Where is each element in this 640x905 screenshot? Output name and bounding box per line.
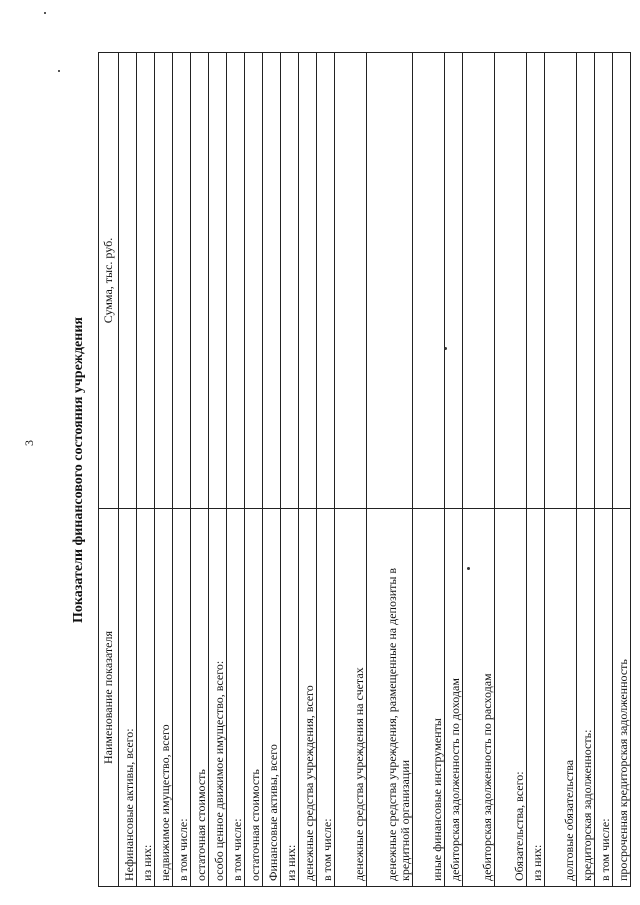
row-value — [245, 53, 263, 509]
row-label: остаточная стоимость — [191, 509, 209, 887]
table-row — [263, 53, 281, 887]
row-value — [445, 53, 463, 509]
row-label: Нефинансовые активы, всего: — [119, 509, 137, 887]
row-value — [613, 53, 631, 509]
table-row — [317, 53, 335, 887]
header-amount: Сумма, тыс. руб. — [99, 53, 119, 509]
row-label: особо ценное движимое имущество, всего: — [209, 509, 227, 887]
row-label: в том числе: — [227, 509, 245, 887]
row-value — [495, 53, 527, 509]
row-value — [335, 53, 367, 509]
row-value — [413, 53, 445, 509]
row-value — [209, 53, 227, 509]
row-label: иные финансовые инструменты — [413, 509, 445, 887]
row-label: в том числе: — [317, 509, 335, 887]
stray-dot — [467, 567, 470, 570]
table-row — [527, 53, 545, 887]
table-row — [155, 53, 173, 887]
row-label: дебиторская задолженность по расходам — [463, 509, 495, 887]
row-value — [281, 53, 299, 509]
table-row — [245, 53, 263, 887]
row-value — [527, 53, 545, 509]
row-value — [577, 53, 595, 509]
table-row — [227, 53, 245, 887]
table-row — [545, 53, 577, 887]
row-value — [155, 53, 173, 509]
row-value — [463, 53, 495, 509]
row-value — [191, 53, 209, 509]
table-row — [209, 53, 227, 887]
row-label: недвижимое имущество, всего — [155, 509, 173, 887]
row-value — [119, 53, 137, 509]
row-label: денежные средства учреждения, всего — [299, 509, 317, 887]
row-value — [545, 53, 577, 509]
row-label: дебиторская задолженность по доходам — [445, 509, 463, 887]
row-label: в том числе: — [173, 509, 191, 887]
table-row — [335, 53, 367, 887]
row-value — [595, 53, 613, 509]
row-label: просроченная кредиторская задолженность — [613, 509, 631, 887]
page-number: 3 — [22, 440, 36, 446]
table-header-row — [99, 53, 119, 887]
row-value — [299, 53, 317, 509]
row-label: остаточная стоимость — [245, 509, 263, 887]
table-row — [463, 53, 495, 887]
table-row — [445, 53, 463, 887]
row-label: денежные средства учреждения на счетах — [335, 509, 367, 887]
row-value — [317, 53, 335, 509]
row-label: денежные средства учреждения, размещенные на депозиты в кредитной организации — [367, 509, 413, 887]
table-row — [413, 53, 445, 887]
table-row — [367, 53, 413, 887]
table-row — [299, 53, 317, 887]
row-value — [137, 53, 155, 509]
row-value — [263, 53, 281, 509]
scan-mark — [44, 12, 46, 14]
table-row — [281, 53, 299, 887]
table-row — [495, 53, 527, 887]
row-label: из них: — [137, 509, 155, 887]
row-label: в том числе: — [595, 509, 613, 887]
header-indicator-name: Наименование показателя — [99, 509, 119, 887]
row-value — [367, 53, 413, 509]
table-row — [173, 53, 191, 887]
table-row — [137, 53, 155, 887]
document-title: Показатели финансового состояния учреждения — [71, 317, 86, 623]
table-row — [191, 53, 209, 887]
row-value — [227, 53, 245, 509]
financial-indicators-table — [98, 52, 631, 887]
row-label: Финансовые активы, всего — [263, 509, 281, 887]
scan-mark — [58, 70, 60, 72]
table-row — [119, 53, 137, 887]
row-label: Обязательства, всего: — [495, 509, 527, 887]
stray-dot — [444, 347, 447, 350]
row-label: долговые обязательства — [545, 509, 577, 887]
table-row — [613, 53, 631, 887]
table-row — [595, 53, 613, 887]
rotated-page-content — [62, 45, 640, 895]
row-label: из них: — [281, 509, 299, 887]
row-label: из них: — [527, 509, 545, 887]
row-value — [173, 53, 191, 509]
table-row — [577, 53, 595, 887]
row-label: кредиторская задолженность: — [577, 509, 595, 887]
